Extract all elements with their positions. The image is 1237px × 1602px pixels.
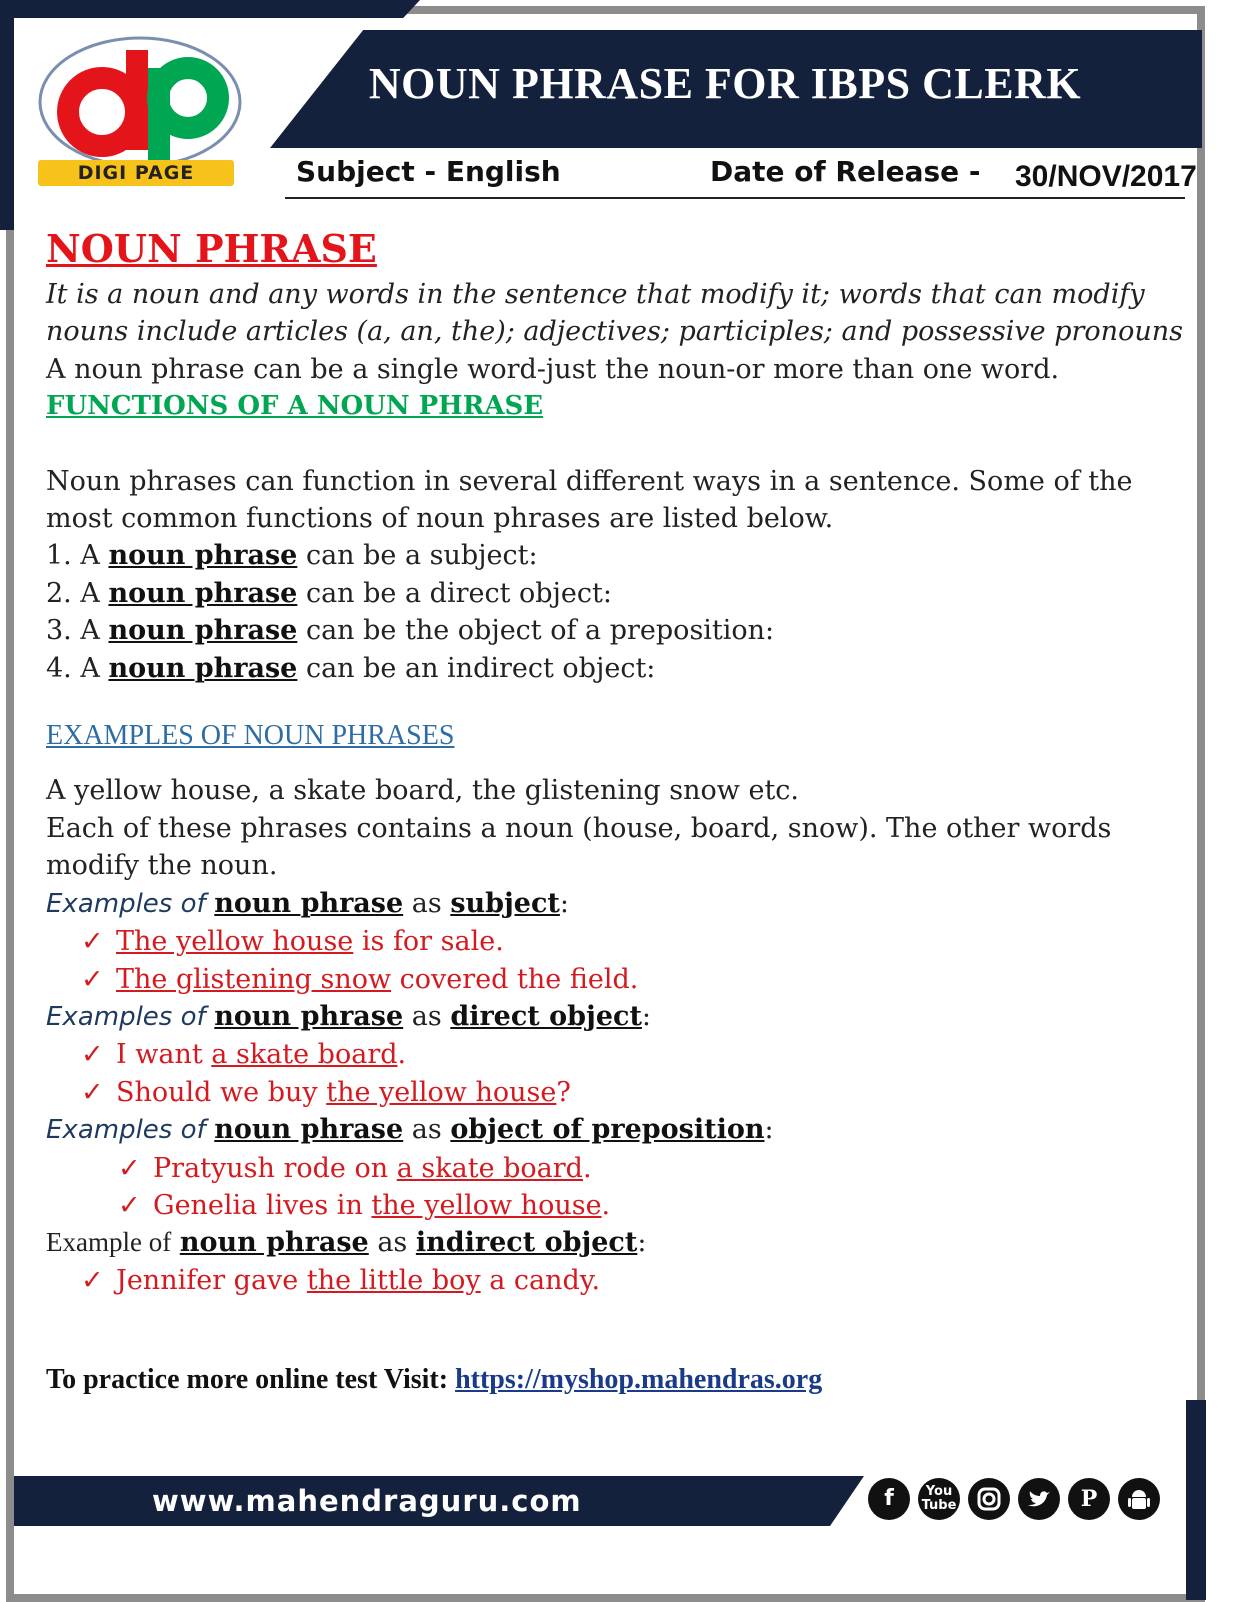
check-icon: ✓ (118, 1189, 141, 1221)
definition-line: nouns include articles (a, an, the); adjectives; participles; and possessive pronouns (46, 316, 1183, 348)
left-accent-bar (0, 0, 14, 230)
check-icon: ✓ (81, 1076, 104, 1108)
section-heading: NOUN PHRASE (46, 226, 377, 271)
example-label: Examples of noun phrase as direct object: (46, 1000, 652, 1032)
example-sentence: ✓ The glistening snow covered the field. (46, 961, 1196, 998)
example-sentence: ✓ I want a skate board. (46, 1036, 1196, 1073)
example-sentence: ✓ Pratyush rode on a skate board. (46, 1150, 1196, 1187)
intro-line: Noun phrases can function in several different ways in a sentence. Some of the (46, 465, 1133, 497)
example-sentence: ✓ Genelia lives in the yellow house. (46, 1187, 1196, 1224)
instagram-icon[interactable] (968, 1478, 1010, 1520)
date-label: Date of Release - (710, 155, 981, 188)
check-icon: ✓ (81, 963, 104, 995)
twitter-icon[interactable] (1018, 1478, 1060, 1520)
functions-heading: FUNCTIONS OF A NOUN PHRASE (46, 391, 544, 422)
practice-link[interactable]: https://myshop.mahendras.org (455, 1364, 823, 1395)
header-rule (285, 197, 1185, 199)
example-label: Examples of noun phrase as object of preposition: (46, 1114, 774, 1146)
example-label: Example of noun phrase as indirect object: (46, 1227, 647, 1259)
definition-line: A noun phrase can be a single word-just the noun-or more than one word. (46, 353, 1060, 385)
example-intro: modify the noun. (46, 850, 278, 882)
function-item: 4. A noun phrase can be an indirect object: (46, 652, 656, 684)
website-url[interactable]: www.mahendraguru.com (152, 1484, 582, 1518)
example-sentence: ✓ Jennifer gave the little boy a candy. (46, 1262, 1196, 1299)
release-date: 30/NOV/2017 (1015, 160, 1197, 193)
check-icon: ✓ (81, 926, 104, 958)
example-sentence: ✓ The yellow house is for sale. (46, 923, 1196, 960)
subject-label: Subject - English (296, 155, 561, 188)
example-label: Examples of noun phrase as subject: (46, 887, 569, 919)
intro-line: most common functions of noun phrases are listed below. (46, 503, 834, 535)
function-item: 3. A noun phrase can be the object of a preposition: (46, 615, 775, 647)
example-sentence: ✓ Should we buy the yellow house? (46, 1074, 1196, 1111)
definition-line: It is a noun and any words in the sentence that modify it; words that can modify (46, 279, 1145, 310)
pinterest-icon[interactable]: P (1068, 1478, 1110, 1520)
example-intro: Each of these phrases contains a noun (house, board, snow). The other words (46, 812, 1112, 844)
example-intro: A yellow house, a skate board, the glistening snow etc. (46, 775, 800, 807)
function-item: 2. A noun phrase can be a direct object: (46, 577, 612, 609)
practice-note: To practice more online test Visit: https://myshop.mahendras.org (46, 1364, 823, 1395)
examples-heading: EXAMPLES OF NOUN PHRASES (46, 720, 455, 752)
check-icon: ✓ (81, 1264, 104, 1296)
youtube-icon[interactable]: You Tube (918, 1478, 960, 1520)
android-icon[interactable] (1118, 1478, 1160, 1520)
check-icon: ✓ (81, 1039, 104, 1071)
top-left-stripe (0, 0, 420, 18)
logo-badge: DIGI PAGE (38, 160, 234, 186)
bottom-right-accent (1186, 1400, 1206, 1600)
check-icon: ✓ (118, 1152, 141, 1184)
main-content (46, 226, 1196, 1299)
function-item: 1. A noun phrase can be a subject: (46, 540, 538, 572)
page-title: NOUN PHRASE FOR IBPS CLERK (368, 59, 1082, 108)
facebook-icon[interactable]: f (868, 1478, 910, 1520)
